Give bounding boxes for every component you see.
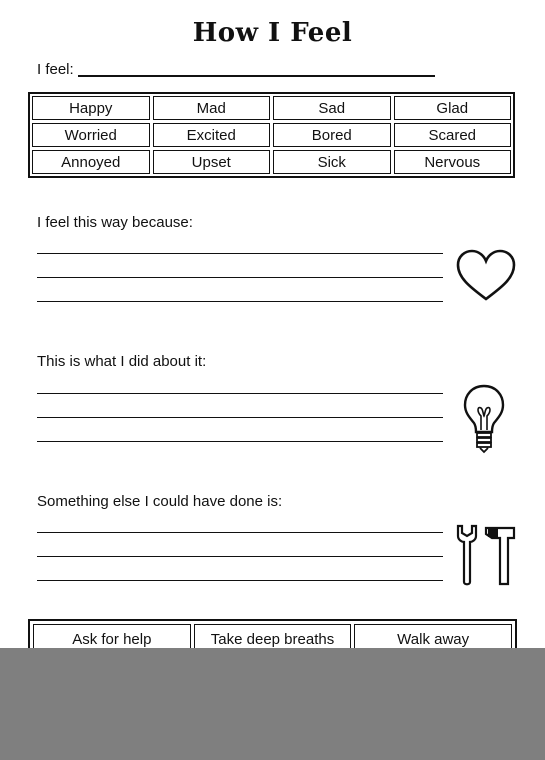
feeling-cell[interactable]: Upset: [153, 150, 271, 174]
feeling-cell[interactable]: Mad: [153, 96, 271, 120]
feeling-cell[interactable]: Sick: [273, 150, 391, 174]
coping-option[interactable]: Ask for help: [33, 624, 191, 654]
answer-line[interactable]: [37, 301, 443, 302]
coping-option[interactable]: Take deep breaths: [194, 624, 352, 654]
feeling-cell[interactable]: Glad: [394, 96, 512, 120]
answer-line[interactable]: [37, 580, 443, 581]
coping-option[interactable]: Walk away: [354, 624, 512, 654]
answer-line[interactable]: [37, 277, 443, 278]
page-title: How I Feel: [192, 18, 353, 48]
feeling-cell[interactable]: Happy: [32, 96, 150, 120]
feeling-cell[interactable]: Excited: [153, 123, 271, 147]
feeling-cell[interactable]: Scared: [394, 123, 512, 147]
section-prompt-action: This is what I did about it:: [37, 353, 207, 370]
answer-line[interactable]: [37, 532, 443, 533]
feeling-cell[interactable]: Sad: [273, 96, 391, 120]
feelings-grid: [28, 92, 515, 178]
feeling-cell[interactable]: Nervous: [394, 150, 512, 174]
answer-line[interactable]: [37, 556, 443, 557]
heart-icon: [455, 249, 517, 303]
tools-icon: [452, 522, 518, 588]
feeling-cell[interactable]: Bored: [273, 123, 391, 147]
answer-line[interactable]: [37, 441, 443, 442]
section-prompt-because: I feel this way because:: [37, 214, 193, 231]
feeling-cell[interactable]: Annoyed: [32, 150, 150, 174]
lightbulb-icon: [462, 384, 506, 454]
feel-label: I feel:: [37, 61, 74, 78]
answer-line[interactable]: [37, 393, 443, 394]
answer-line[interactable]: [37, 253, 443, 254]
feel-answer-line[interactable]: [78, 75, 435, 77]
section-prompt-alternative: Something else I could have done is:: [37, 493, 283, 510]
answer-line[interactable]: [37, 417, 443, 418]
gray-overlay: [0, 648, 545, 760]
feeling-cell[interactable]: Worried: [32, 123, 150, 147]
